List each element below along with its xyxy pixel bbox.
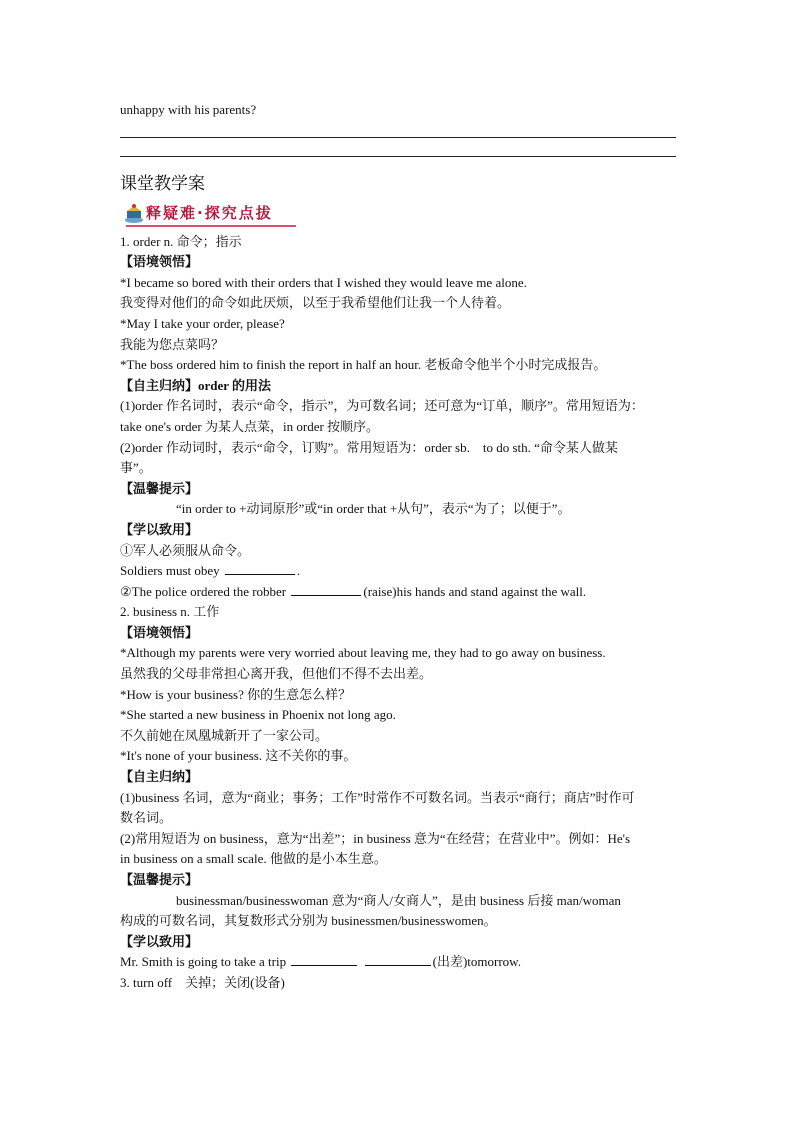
item-2-heading: 2. business n. 工作 <box>120 604 220 620</box>
example-en: *I became so bored with their orders that I wished they would leave me alone. <box>120 274 527 290</box>
summary-text: take one's order 为某人点菜，in order 按顺序。 <box>120 418 380 434</box>
example-en-zh: *It's none of your business. 这不关你的事。 <box>120 748 357 764</box>
item-3-heading: 3. turn off 关掉；关闭(设备) <box>120 974 285 990</box>
item-1-heading: 1. order n. 命令；指示 <box>120 233 242 249</box>
example-en: *She started a new business in Phoenix not long ago. <box>120 707 396 723</box>
practice-question <box>120 561 676 582</box>
section-banner <box>120 200 676 228</box>
summary-text: (2)order 作动词时，表示“命令，订购”。常用短语为：order sb. to do sth. “命令某人做某 <box>120 439 618 455</box>
practice-label: 【学以致用】 <box>120 521 199 537</box>
practice-question <box>120 582 676 603</box>
example-zh: 我变得对他们的命令如此厌烦，以至于我希望他们让我一个人待着。 <box>120 295 511 311</box>
summary-text: (2)常用短语为 on business，意为“出差”；in business 意为“在经营；在营业中”。例如：He's <box>120 830 631 846</box>
summary-text: 事”。 <box>120 460 152 476</box>
summary-text: 数名词。 <box>120 810 173 826</box>
page-content <box>120 100 676 994</box>
example-zh: 虽然我的父母非常担心离开我，但他们不得不去出差。 <box>120 666 433 682</box>
banner-title: 释疑难·探究点拔 <box>146 203 273 222</box>
example-zh: 不久前她在凤凰城新开了一家公司。 <box>120 727 329 743</box>
answer-blank[interactable] <box>291 583 361 596</box>
summary-text: (1)business 名词，意为“商业；事务；工作”时常作不可数名词。当表示“商行；商店”时作可 <box>120 789 635 805</box>
example-en-zh: *The boss ordered him to finish the report in half an hour. 老板命令他半个小时完成报告。 <box>120 357 607 373</box>
answer-blank[interactable] <box>291 953 357 966</box>
summary-label: 【自主归纳】 <box>120 769 199 785</box>
example-zh: 我能为您点菜吗？ <box>120 336 225 352</box>
section-title: 课堂教学案 <box>120 173 205 194</box>
summary-label: 【自主归纳】order 的用法 <box>120 377 272 393</box>
question-text: . <box>296 563 301 579</box>
question-text: Soldiers must obey <box>120 563 220 579</box>
continued-question-text: unhappy with his parents? <box>120 102 257 117</box>
question-text: (raise)his hands and stand against the wall. <box>363 583 587 599</box>
example-en-zh: *How is your business? 你的生意怎么样？ <box>120 686 352 702</box>
tip-label: 【温馨提示】 <box>120 480 199 496</box>
example-en: *May I take your order, please? <box>120 315 285 331</box>
practice-question <box>120 952 676 973</box>
context-label: 【语境领悟】 <box>120 254 199 270</box>
context-label: 【语境领悟】 <box>120 624 199 640</box>
answer-blank[interactable] <box>225 562 295 575</box>
question-text: Mr. Smith is going to take a trip <box>120 954 287 970</box>
practice-question-zh: ①军人必须服从命令。 <box>120 542 251 558</box>
tip-label: 【温馨提示】 <box>120 872 199 887</box>
summary-text: in business on a small scale. 他做的是小本生意。 <box>120 851 387 867</box>
practice-label: 【学以致用】 <box>120 933 199 949</box>
summary-text: (1)order 作名词时，表示“命令，指示”，为可数名词；还可意为“订单，顺序”。常用短语为： <box>120 398 644 414</box>
tip-text: 构成的可数名词，其复数形式分别为 businessmen/businesswomen。 <box>120 913 497 929</box>
answer-blank[interactable] <box>365 953 431 966</box>
tip-text: “in order to +动词原形”或“in order that +从句”，表示“为了；以便于”。 <box>176 501 571 517</box>
question-text: (出差)tomorrow. <box>432 954 521 970</box>
question-text: ②The police ordered the robber <box>120 583 287 599</box>
example-en: *Although my parents were very worried about leaving me, they had to go away on business. <box>120 645 606 661</box>
banner-underline <box>126 225 296 227</box>
tip-text: businessman/businesswoman 意为“商人/女商人”，是由 business 后接 man/woman <box>176 892 621 908</box>
